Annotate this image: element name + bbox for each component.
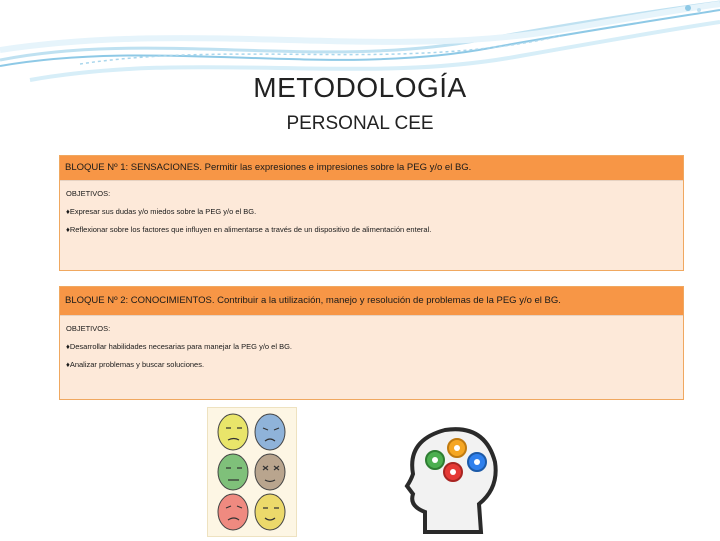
slide-title: METODOLOGÍA: [253, 72, 467, 103]
slide-subtitle: PERSONAL CEE: [286, 113, 434, 134]
objective-text: Expresar sus dudas y/o miedos sobre la PEG y/o el BG.: [69, 207, 257, 216]
block-header: BLOQUE Nº 1: SENSACIONES. Permitir las expresiones e impresiones sobre la PEG y/o el BG.: [60, 156, 683, 181]
objective-item: ♦Reflexionar sobre los factores que influyen en alimentarse a través de un dispositivo de alimentación enteral.: [66, 225, 432, 234]
objective-item: ♦Analizar problemas y buscar soluciones.: [66, 360, 205, 369]
head-gears-icon: [397, 414, 507, 534]
objectives-label: OBJETIVOS:: [66, 324, 111, 333]
objective-item: ♦Expresar sus dudas y/o miedos sobre la PEG y/o el BG.: [66, 207, 257, 216]
objective-text: Reflexionar sobre los factores que influyen en alimentarse a través de un dispositivo de alimentación enteral.: [69, 225, 432, 234]
emotions-faces-icon: [207, 407, 297, 537]
objective-item: ♦Desarrollar habilidades necesarias para manejar la PEG y/o el BG.: [66, 342, 293, 351]
objectives-label: OBJETIVOS:: [66, 189, 111, 198]
block-body: [60, 316, 683, 382]
block-conocimientos: [59, 286, 684, 400]
block-body: [60, 181, 683, 247]
objective-text: Analizar problemas y buscar soluciones.: [69, 360, 205, 369]
block-sensaciones: [59, 155, 684, 271]
objective-text: Desarrollar habilidades necesarias para manejar la PEG y/o el BG.: [69, 342, 293, 351]
block-header: BLOQUE Nº 2: CONOCIMIENTOS. Contribuir a la utilización, manejo y resolución de problemas de la PEG y/o el BG.: [60, 287, 683, 316]
